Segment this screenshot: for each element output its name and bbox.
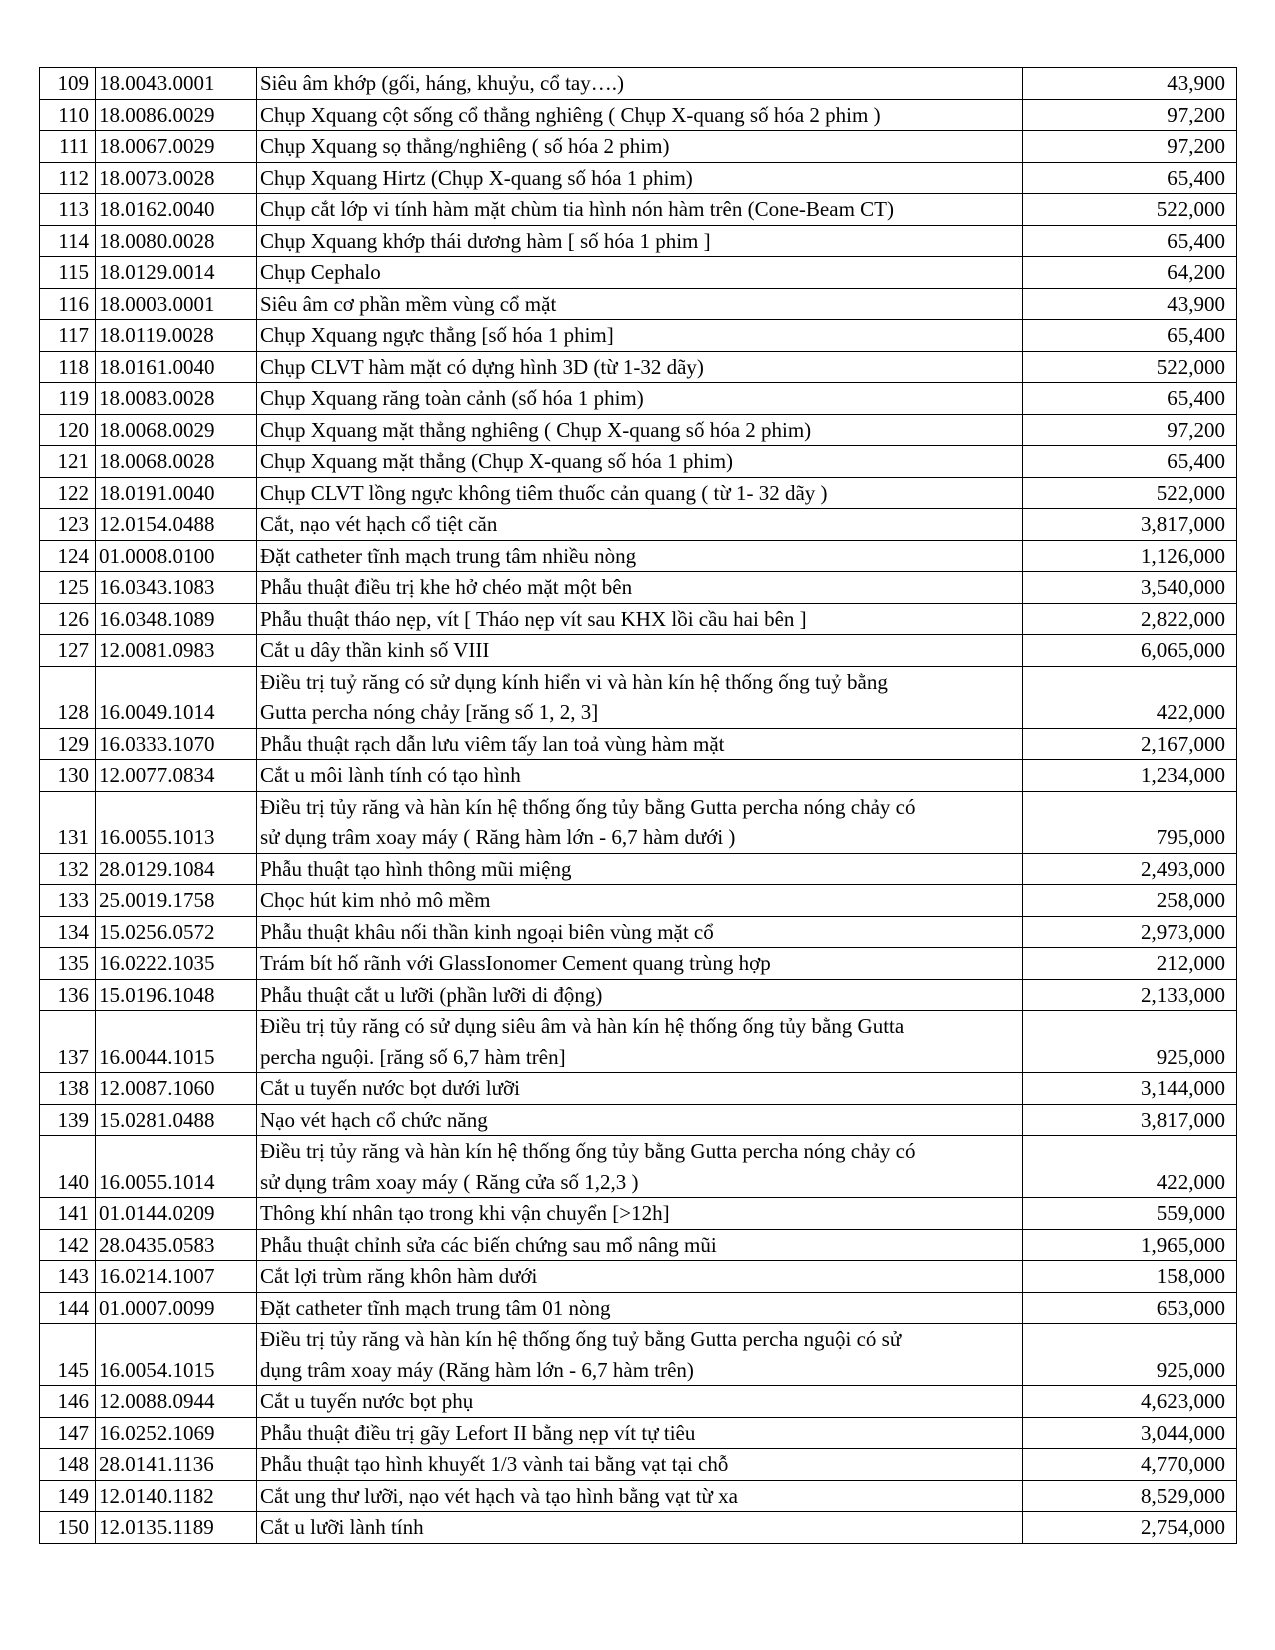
table-row: [40, 979, 1237, 1011]
price-table-body: [40, 68, 1237, 1544]
service-price: 3,144,000: [1023, 1073, 1237, 1105]
service-name-line: Chụp Xquang mặt thẳng (Chụp X-quang số hóa 1 phim): [260, 449, 734, 473]
service-code: 12.0140.1182: [96, 1480, 257, 1512]
row-number: 147: [40, 1417, 96, 1449]
service-name: [257, 1480, 1023, 1512]
service-price: 212,000: [1023, 948, 1237, 980]
service-price: 2,754,000: [1023, 1512, 1237, 1544]
row-number: 146: [40, 1386, 96, 1418]
row-number: 111: [40, 131, 96, 163]
table-row: [40, 885, 1237, 917]
service-code: 18.0067.0029: [96, 131, 257, 163]
service-name-line: Gutta percha nóng chảy [răng số 1, 2, 3]: [260, 700, 599, 724]
table-row: [40, 194, 1237, 226]
service-price: 8,529,000: [1023, 1480, 1237, 1512]
table-row: [40, 1417, 1237, 1449]
service-price: 43,900: [1023, 68, 1237, 100]
service-price: 2,973,000: [1023, 916, 1237, 948]
service-name-line: percha nguội. [răng số 6,7 hàm trên]: [260, 1044, 566, 1069]
service-code: 16.0049.1014: [96, 666, 257, 728]
table-row: [40, 728, 1237, 760]
service-name-line: Chụp Cephalo: [260, 260, 381, 284]
table-row: [40, 1229, 1237, 1261]
service-name-line: dụng trâm xoay máy (Răng hàm lớn - 6,7 hàm trên): [260, 1357, 694, 1382]
row-number: 115: [40, 257, 96, 289]
service-name-line: Phẫu thuật tạo hình thông mũi miệng: [260, 856, 572, 881]
service-price: 65,400: [1023, 320, 1237, 352]
service-price: 3,044,000: [1023, 1417, 1237, 1449]
table-row: [40, 1261, 1237, 1293]
service-code: 12.0135.1189: [96, 1512, 257, 1544]
row-number: 143: [40, 1261, 96, 1293]
service-price: 3,817,000: [1023, 509, 1237, 541]
service-code: 15.0196.1048: [96, 979, 257, 1011]
service-price: 3,817,000: [1023, 1104, 1237, 1136]
row-number: 124: [40, 540, 96, 572]
service-name-line: Cắt u môi lành tính có tạo hình: [260, 763, 521, 787]
row-number: 134: [40, 916, 96, 948]
row-number: 137: [40, 1011, 96, 1073]
table-row: [40, 540, 1237, 572]
table-row: [40, 760, 1237, 792]
row-number: 132: [40, 853, 96, 885]
service-code: 28.0435.0583: [96, 1229, 257, 1261]
service-name: [257, 1261, 1023, 1293]
service-name: [257, 99, 1023, 131]
service-name-line: Cắt u lưỡi lành tính: [260, 1515, 424, 1539]
table-row: [40, 257, 1237, 289]
service-code: 01.0144.0209: [96, 1198, 257, 1230]
service-name-line: Điều trị tủy răng và hàn kín hệ thống ống tủy bằng Gutta percha nóng chảy có: [260, 1139, 916, 1163]
service-price: 158,000: [1023, 1261, 1237, 1293]
service-price: 1,126,000: [1023, 540, 1237, 572]
table-row: [40, 916, 1237, 948]
service-name: [257, 414, 1023, 446]
service-code: 16.0348.1089: [96, 603, 257, 635]
service-code: 18.0129.0014: [96, 257, 257, 289]
service-code: 18.0003.0001: [96, 288, 257, 320]
service-name: [257, 791, 1023, 853]
service-name: [257, 1512, 1023, 1544]
table-row: [40, 1073, 1237, 1105]
table-row: [40, 99, 1237, 131]
table-row: [40, 1386, 1237, 1418]
row-number: 130: [40, 760, 96, 792]
service-code: 16.0054.1015: [96, 1324, 257, 1386]
service-code: 16.0343.1083: [96, 572, 257, 604]
service-name: [257, 446, 1023, 478]
table-row: [40, 1292, 1237, 1324]
service-name-line: Chụp Xquang ngực thẳng [số hóa 1 phim]: [260, 323, 614, 347]
service-name: [257, 635, 1023, 667]
table-row: [40, 1449, 1237, 1481]
service-name-line: sử dụng trâm xoay máy ( Răng cửa số 1,2,3 ): [260, 1169, 639, 1194]
service-name: [257, 540, 1023, 572]
service-name-line: Phẫu thuật điều trị gãy Lefort II bằng nẹp vít tự tiêu: [260, 1420, 696, 1445]
row-number: 117: [40, 320, 96, 352]
row-number: 148: [40, 1449, 96, 1481]
table-row: [40, 1512, 1237, 1544]
table-row: [40, 1480, 1237, 1512]
row-number: 114: [40, 225, 96, 257]
service-name-line: Chụp cắt lớp vi tính hàm mặt chùm tia hình nón hàm trên (Cone-Beam CT): [260, 197, 894, 221]
service-name-line: Cắt u tuyến nước bọt phụ: [260, 1389, 474, 1413]
row-number: 122: [40, 477, 96, 509]
table-row: [40, 572, 1237, 604]
table-row: [40, 853, 1237, 885]
table-row: [40, 446, 1237, 478]
row-number: 149: [40, 1480, 96, 1512]
service-price: 97,200: [1023, 131, 1237, 163]
service-name: [257, 68, 1023, 100]
service-name-line: Chụp Xquang răng toàn cảnh (số hóa 1 phim): [260, 386, 644, 410]
service-price: 258,000: [1023, 885, 1237, 917]
service-code: 18.0119.0028: [96, 320, 257, 352]
service-name-line: Chụp Xquang mặt thẳng nghiêng ( Chụp X-quang số hóa 2 phim): [260, 417, 812, 442]
service-code: 18.0162.0040: [96, 194, 257, 226]
row-number: 144: [40, 1292, 96, 1324]
service-name-line: Đặt catheter tĩnh mạch trung tâm nhiều nòng: [260, 543, 637, 568]
row-number: 113: [40, 194, 96, 226]
service-code: 18.0083.0028: [96, 383, 257, 415]
service-name-line: Điều trị tủy răng và hàn kín hệ thống ống tuỷ bằng Gutta percha nguội có sử: [260, 1327, 902, 1351]
table-row: [40, 635, 1237, 667]
row-number: 109: [40, 68, 96, 100]
service-name-line: Phẫu thuật điều trị khe hở chéo mặt một bên: [260, 575, 633, 599]
service-code: 16.0214.1007: [96, 1261, 257, 1293]
service-name: [257, 572, 1023, 604]
row-number: 138: [40, 1073, 96, 1105]
service-name: [257, 1292, 1023, 1324]
service-name: [257, 1229, 1023, 1261]
service-name-line: Điều trị tủy răng và hàn kín hệ thống ống tủy bằng Gutta percha nóng chảy có: [260, 794, 916, 819]
service-name: [257, 666, 1023, 728]
row-number: 125: [40, 572, 96, 604]
service-price: 2,822,000: [1023, 603, 1237, 635]
table-row: [40, 477, 1237, 509]
row-number: 112: [40, 162, 96, 194]
service-price: 4,770,000: [1023, 1449, 1237, 1481]
service-name-line: Cắt u dây thần kinh số VIII: [260, 638, 490, 662]
table-row: [40, 1104, 1237, 1136]
service-price: 65,400: [1023, 446, 1237, 478]
service-name-line: sử dụng trâm xoay máy ( Răng hàm lớn - 6,7 hàm dưới ): [260, 825, 736, 849]
service-price: 43,900: [1023, 288, 1237, 320]
row-number: 126: [40, 603, 96, 635]
service-name-line: Chụp CLVT hàm mặt có dựng hình 3D (từ 1-32 dãy): [260, 354, 704, 379]
service-code: 18.0080.0028: [96, 225, 257, 257]
table-row: [40, 948, 1237, 980]
service-price: 97,200: [1023, 99, 1237, 131]
table-row: [40, 320, 1237, 352]
service-code: 12.0088.0944: [96, 1386, 257, 1418]
table-row: [40, 351, 1237, 383]
service-name: [257, 853, 1023, 885]
service-price: 559,000: [1023, 1198, 1237, 1230]
table-row: [40, 603, 1237, 635]
service-name-line: Chụp Xquang sọ thẳng/nghiêng ( số hóa 2 phim): [260, 134, 670, 158]
service-name-line: Chọc hút kim nhỏ mô mềm: [260, 888, 491, 912]
service-name-line: Nạo vét hạch cổ chức năng: [260, 1107, 488, 1132]
service-name: [257, 288, 1023, 320]
service-code: 16.0055.1013: [96, 791, 257, 853]
service-price: 522,000: [1023, 194, 1237, 226]
service-name: [257, 320, 1023, 352]
table-row: [40, 1198, 1237, 1230]
service-code: 16.0252.1069: [96, 1417, 257, 1449]
row-number: 116: [40, 288, 96, 320]
row-number: 119: [40, 383, 96, 415]
service-name: [257, 1104, 1023, 1136]
service-code: 18.0191.0040: [96, 477, 257, 509]
row-number: 136: [40, 979, 96, 1011]
service-name: [257, 509, 1023, 541]
price-table: [39, 67, 1237, 1544]
service-name: [257, 603, 1023, 635]
service-price: 97,200: [1023, 414, 1237, 446]
service-price: 2,493,000: [1023, 853, 1237, 885]
row-number: 110: [40, 99, 96, 131]
service-name: [257, 948, 1023, 980]
service-name-line: Chụp Xquang Hirtz (Chụp X-quang số hóa 1 phim): [260, 165, 693, 190]
row-number: 142: [40, 1229, 96, 1261]
service-name-line: Chụp Xquang cột sống cổ thẳng nghiêng ( Chụp X-quang số hóa 2 phim ): [260, 102, 881, 127]
service-name-line: Chụp CLVT lồng ngực không tiêm thuốc cản quang ( từ 1- 32 dãy ): [260, 480, 828, 505]
service-code: 12.0077.0834: [96, 760, 257, 792]
row-number: 145: [40, 1324, 96, 1386]
table-row: [40, 383, 1237, 415]
service-name-line: Trám bít hố rãnh với GlassIonomer Cement quang trùng hợp: [260, 951, 771, 975]
service-name-line: Cắt ung thư lưỡi, nạo vét hạch và tạo hình bằng vạt từ xa: [260, 1483, 738, 1508]
service-price: 653,000: [1023, 1292, 1237, 1324]
service-price: 4,623,000: [1023, 1386, 1237, 1418]
service-name: [257, 1136, 1023, 1198]
row-number: 120: [40, 414, 96, 446]
service-code: 16.0044.1015: [96, 1011, 257, 1073]
service-code: 15.0256.0572: [96, 916, 257, 948]
service-code: 16.0222.1035: [96, 948, 257, 980]
service-code: 15.0281.0488: [96, 1104, 257, 1136]
service-code: 12.0081.0983: [96, 635, 257, 667]
service-name-line: Cắt u tuyến nước bọt dưới lưỡi: [260, 1076, 520, 1100]
row-number: 129: [40, 728, 96, 760]
service-price: 6,065,000: [1023, 635, 1237, 667]
service-code: 18.0073.0028: [96, 162, 257, 194]
service-name-line: Phẫu thuật tháo nẹp, vít [ Tháo nẹp vít sau KHX lồi cầu hai bên ]: [260, 606, 807, 631]
service-name-line: Cắt, nạo vét hạch cổ tiệt căn: [260, 512, 498, 536]
row-number: 118: [40, 351, 96, 383]
table-row: [40, 225, 1237, 257]
service-name: [257, 383, 1023, 415]
service-name: [257, 885, 1023, 917]
service-price: 422,000: [1023, 666, 1237, 728]
service-code: 12.0154.0488: [96, 509, 257, 541]
row-number: 131: [40, 791, 96, 853]
table-row: [40, 1324, 1237, 1386]
table-row: [40, 162, 1237, 194]
row-number: 135: [40, 948, 96, 980]
service-price: 795,000: [1023, 791, 1237, 853]
row-number: 128: [40, 666, 96, 728]
service-code: 18.0068.0028: [96, 446, 257, 478]
service-code: 01.0008.0100: [96, 540, 257, 572]
service-name: [257, 1073, 1023, 1105]
service-name: [257, 477, 1023, 509]
service-name: [257, 979, 1023, 1011]
service-name: [257, 1449, 1023, 1481]
service-name: [257, 351, 1023, 383]
service-price: 65,400: [1023, 162, 1237, 194]
service-name-line: Siêu âm khớp (gối, háng, khuỷu, cổ tay….): [260, 71, 624, 95]
row-number: 140: [40, 1136, 96, 1198]
service-name-line: Thông khí nhân tạo trong khi vận chuyển [>12h]: [260, 1201, 670, 1225]
service-name: [257, 760, 1023, 792]
service-price: 522,000: [1023, 351, 1237, 383]
service-name-line: Phẫu thuật rạch dẫn lưu viêm tấy lan toả vùng hàm mặt: [260, 731, 725, 756]
row-number: 150: [40, 1512, 96, 1544]
table-row: [40, 666, 1237, 728]
service-name-line: Phẫu thuật khâu nối thần kinh ngoại biên vùng mặt cổ: [260, 919, 714, 944]
row-number: 127: [40, 635, 96, 667]
service-name: [257, 1198, 1023, 1230]
row-number: 121: [40, 446, 96, 478]
service-price: 3,540,000: [1023, 572, 1237, 604]
table-row: [40, 509, 1237, 541]
table-row: [40, 1011, 1237, 1073]
service-name: [257, 1386, 1023, 1418]
service-code: 28.0129.1084: [96, 853, 257, 885]
row-number: 133: [40, 885, 96, 917]
service-name-line: Đặt catheter tĩnh mạch trung tâm 01 nòng: [260, 1295, 611, 1320]
service-code: 12.0087.1060: [96, 1073, 257, 1105]
service-price: 65,400: [1023, 383, 1237, 415]
table-row: [40, 1136, 1237, 1198]
service-name: [257, 916, 1023, 948]
service-price: 925,000: [1023, 1011, 1237, 1073]
service-name: [257, 728, 1023, 760]
service-name-line: Chụp Xquang khớp thái dương hàm [ số hóa 1 phim ]: [260, 228, 711, 253]
service-code: 16.0333.1070: [96, 728, 257, 760]
service-name-line: Siêu âm cơ phần mềm vùng cổ mặt: [260, 291, 557, 316]
service-code: 25.0019.1758: [96, 885, 257, 917]
service-price: 1,234,000: [1023, 760, 1237, 792]
service-price: 65,400: [1023, 225, 1237, 257]
service-price: 522,000: [1023, 477, 1237, 509]
service-code: 18.0161.0040: [96, 351, 257, 383]
table-row: [40, 414, 1237, 446]
service-code: 18.0068.0029: [96, 414, 257, 446]
service-name: [257, 225, 1023, 257]
service-code: 16.0055.1014: [96, 1136, 257, 1198]
service-code: 01.0007.0099: [96, 1292, 257, 1324]
service-name: [257, 162, 1023, 194]
service-price: 2,133,000: [1023, 979, 1237, 1011]
service-price: 925,000: [1023, 1324, 1237, 1386]
table-row: [40, 288, 1237, 320]
service-name-line: Phẫu thuật cắt u lưỡi (phần lưỡi di động): [260, 982, 603, 1007]
table-row: [40, 131, 1237, 163]
service-name: [257, 1324, 1023, 1386]
service-name: [257, 194, 1023, 226]
table-row: [40, 791, 1237, 853]
table-row: [40, 68, 1237, 100]
row-number: 141: [40, 1198, 96, 1230]
row-number: 123: [40, 509, 96, 541]
service-name: [257, 1011, 1023, 1073]
service-name-line: Phẫu thuật chỉnh sửa các biến chứng sau mổ nâng mũi: [260, 1232, 717, 1257]
service-price: 2,167,000: [1023, 728, 1237, 760]
service-name: [257, 257, 1023, 289]
service-price: 422,000: [1023, 1136, 1237, 1198]
service-code: 18.0086.0029: [96, 99, 257, 131]
row-number: 139: [40, 1104, 96, 1136]
service-name-line: Điều trị tuỷ răng có sử dụng kính hiển vi và hàn kín hệ thống ống tuỷ bằng: [260, 669, 888, 694]
service-name: [257, 131, 1023, 163]
service-code: 18.0043.0001: [96, 68, 257, 100]
service-price: 64,200: [1023, 257, 1237, 289]
service-name-line: Phẫu thuật tạo hình khuyết 1/3 vành tai bằng vạt tại chỗ: [260, 1452, 729, 1476]
service-name: [257, 1417, 1023, 1449]
service-name-line: Điều trị tủy răng có sử dụng siêu âm và hàn kín hệ thống ống tủy bằng Gutta: [260, 1014, 905, 1038]
service-code: 28.0141.1136: [96, 1449, 257, 1481]
service-price: 1,965,000: [1023, 1229, 1237, 1261]
service-name-line: Cắt lợi trùm răng khôn hàm dưới: [260, 1264, 538, 1288]
